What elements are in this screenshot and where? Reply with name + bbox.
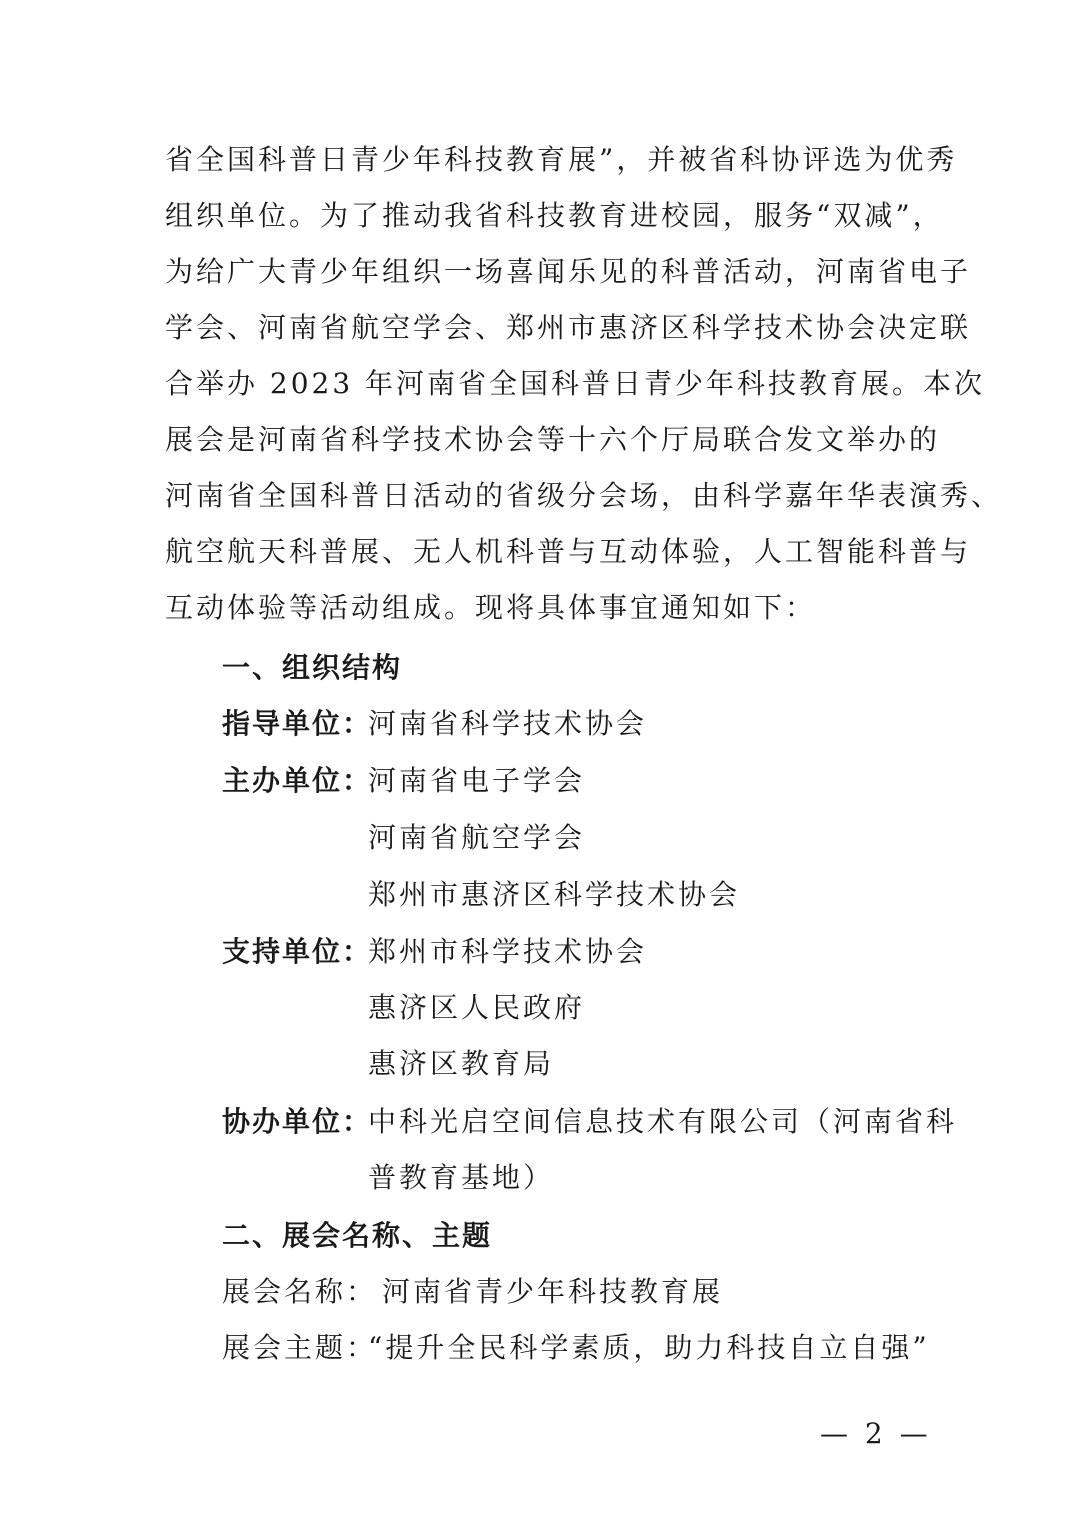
exhibition-name-label: 展会名称： — [222, 1275, 378, 1308]
paragraph-line: 为给广大青少年组织一场喜闻乐见的科普活动，河南省电子 — [165, 255, 972, 288]
section-heading: 二、展会名称、主题 — [222, 1219, 493, 1252]
support-unit-value: 惠济区教育局 — [368, 1047, 555, 1080]
paragraph-line: 河南省全国科普日活动的省级分会场，由科学嘉年华表演秀、 — [165, 479, 1003, 512]
coorganizer-unit-value: 中科光启空间信息技术有限公司（河南省科 — [368, 1105, 958, 1138]
host-unit-value: 郑州市惠济区科学技术协会 — [368, 878, 741, 911]
host-unit-label: 主办单位： — [222, 764, 373, 797]
support-unit-value: 郑州市科学技术协会 — [368, 935, 648, 968]
paragraph-line: 航空航天科普展、无人机科普与互动体验，人工智能科普与 — [165, 535, 972, 568]
paragraph-line: 合举办 2023 年河南省全国科普日青少年科技教育展。本次 — [165, 367, 986, 400]
host-unit-value: 河南省航空学会 — [368, 821, 586, 854]
paragraph-line: 学会、河南省航空学会、郑州市惠济区科学技术协会决定联 — [165, 311, 972, 344]
exhibition-name-value: 河南省青少年科技教育展 — [382, 1275, 724, 1308]
guide-unit-value: 河南省科学技术协会 — [368, 707, 648, 740]
coorganizer-unit-value: 普教育基地） — [368, 1161, 555, 1194]
support-unit-label: 支持单位： — [222, 935, 373, 968]
section-heading: 一、组织结构 — [222, 651, 403, 684]
host-unit-value: 河南省电子学会 — [368, 764, 586, 797]
support-unit-value: 惠济区人民政府 — [368, 991, 586, 1024]
exhibition-theme-label: 展会主题： — [222, 1331, 378, 1364]
paragraph-line: 省全国科普日青少年科技教育展”，并被省科协评选为优秀 — [165, 143, 958, 176]
paragraph-line: 互动体验等活动组成。现将具体事宜通知如下： — [165, 591, 817, 624]
paragraph-line: 展会是河南省科学技术协会等十六个厅局联合发文举办的 — [165, 423, 941, 456]
guide-unit-label: 指导单位： — [222, 707, 373, 740]
paragraph-line: 组织单位。为了推动我省科技教育进校园，服务“双减”， — [165, 199, 944, 232]
coorganizer-unit-label: 协办单位： — [222, 1105, 373, 1138]
page-number: — 2 — — [820, 1417, 932, 1450]
exhibition-theme-value: “提升全民科学素质，助力科技自立自强” — [368, 1331, 930, 1364]
